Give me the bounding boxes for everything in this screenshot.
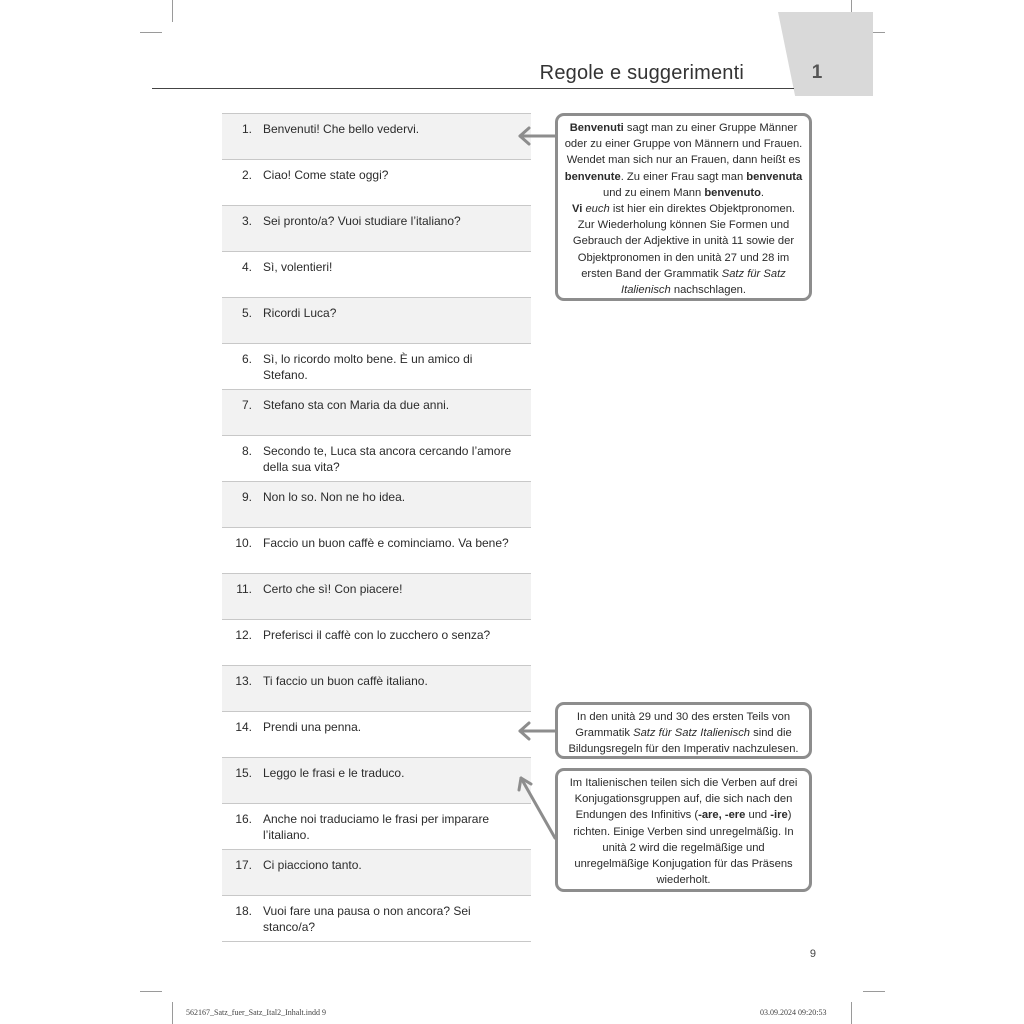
- note-text: Im Italienischen teilen sich die Verben auf drei Konjugationsgruppen auf, die sich nach den Endungen des Infinitivs (: [569, 777, 798, 822]
- sentence-row: [222, 435, 531, 481]
- sentence-number: 6.: [241, 352, 252, 366]
- sentence-text: Secondo te, Luca sta ancora cercando l’amore della sua vita?: [263, 444, 512, 474]
- sentence-number: 3.: [241, 214, 252, 228]
- chapter-number: 1: [811, 62, 823, 83]
- sentence-text: Leggo le frasi e le traduco.: [263, 766, 405, 780]
- sentence-text: Preferisci il caffè con lo zucchero o senza?: [263, 628, 491, 642]
- sentence-text: Ci piacciono tanto.: [263, 858, 362, 872]
- note-book-title: Satz für Satz Italienisch: [620, 267, 786, 297]
- sentence-row: [222, 665, 531, 711]
- sentence-number: 8.: [241, 444, 252, 458]
- sentence-text: Sei pronto/a? Vuoi studiare l’italiano?: [263, 214, 461, 228]
- sentence-number: 7.: [241, 398, 252, 412]
- sentence-row: [222, 757, 531, 803]
- note-text: In den unità 29 und 30 des ersten Teils von Grammatik: [575, 711, 791, 740]
- sentence-row: [222, 711, 531, 757]
- sentence-row: [222, 205, 531, 251]
- sentence-number: 10.: [235, 536, 252, 550]
- sentence-row: [222, 113, 531, 159]
- note-text: sagt man zu einer Gruppe Männer oder zu einer Gruppe von Männern und Frauen. Wendet man sich nur an Frauen, dann heißt es: [564, 122, 803, 167]
- sentence-text: Benvenuti! Che bello vedervi.: [263, 122, 420, 136]
- note-bold-term: benvenuta: [746, 170, 803, 183]
- note-text: ) richten. Einige Verben sind unregelmäßig. In unità 2 wird die regelmäßige und unregelmäßige Konjugation für das Präsens wiederholt.: [573, 809, 794, 887]
- note-bold-term: benvenuto: [704, 186, 761, 199]
- sentence-list: [222, 113, 531, 942]
- grammar-note-konjugation: [555, 768, 812, 892]
- sentence-number: 11.: [236, 582, 252, 596]
- crop-mark: [172, 1002, 173, 1024]
- sentence-number: 2.: [241, 168, 252, 182]
- sentence-row: [222, 803, 531, 849]
- note-italic-term: euch: [585, 203, 610, 216]
- sentence-row: [222, 481, 531, 527]
- sentence-number: 9.: [241, 490, 252, 504]
- grammar-note-benvenuti: [555, 113, 812, 301]
- note-book-title: Satz für Satz Italienisch: [633, 727, 751, 740]
- crop-mark: [863, 991, 885, 992]
- sentence-number: 12.: [235, 628, 252, 642]
- sentence-text: Prendi una penna.: [263, 720, 362, 734]
- note-bold-term: Vi: [571, 203, 583, 216]
- sentence-row: [222, 159, 531, 205]
- note-bold-term: benvenute: [564, 170, 621, 183]
- sentence-text: Ciao! Come state oggi?: [263, 168, 389, 182]
- crop-mark: [172, 0, 173, 22]
- sentence-number: 14.: [235, 720, 252, 734]
- sentence-row: [222, 251, 531, 297]
- crop-mark: [851, 1002, 852, 1024]
- sentence-text: Non lo so. Non ne ho idea.: [263, 490, 406, 504]
- note-text: ist hier ein direktes Objektpronomen. Zur Wiederholung können Sie Formen und Gebrauch der Adjektive in unità 11 sowie der Objektpronomen in den unità 27 und 28 im ersten Band der Grammatik: [572, 203, 796, 280]
- sentence-row: [222, 343, 531, 389]
- sentence-text: Faccio un buon caffè e cominciamo. Va bene?: [263, 536, 509, 550]
- note-text: sind die Bildungsregeln für den Imperativ nachzulesen.: [568, 727, 799, 756]
- note-text: und: [745, 809, 771, 822]
- note-text: und zu einem Mann: [602, 186, 705, 199]
- note-text: .: [760, 186, 765, 199]
- crop-mark: [140, 32, 162, 33]
- slug-timestamp: 03.09.2024 09:20:53: [760, 1008, 827, 1017]
- crop-mark: [140, 991, 162, 992]
- sentence-row: [222, 389, 531, 435]
- note-bold-term: -are, -ere: [698, 809, 746, 822]
- grammar-note-imperativ: [555, 702, 812, 759]
- sentence-number: 16.: [235, 812, 252, 826]
- sentence-number: 18.: [235, 904, 252, 918]
- sentence-row: [222, 573, 531, 619]
- sentence-number: 15.: [235, 766, 252, 780]
- sentence-text: Vuoi fare una pausa o non ancora? Sei stanco/a?: [263, 904, 471, 934]
- page-number: 9: [809, 948, 816, 960]
- sentence-text: Sì, volentieri!: [263, 260, 333, 274]
- sentence-row: [222, 849, 531, 895]
- sentence-text: Ti faccio un buon caffè italiano.: [263, 674, 428, 688]
- sentence-text: Anche noi traduciamo le frasi per imparare l’italiano.: [263, 812, 490, 842]
- sentence-text: Ricordi Luca?: [263, 306, 337, 320]
- note-bold-term: Benvenuti: [569, 122, 624, 134]
- sentence-row: [222, 527, 531, 573]
- sentence-text: Sì, lo ricordo molto bene. È un amico di Stefano.: [263, 352, 473, 382]
- page-title: Regole e suggerimenti: [539, 62, 744, 84]
- sentence-number: 17.: [235, 858, 252, 872]
- note-bold-term: -ire: [770, 809, 788, 822]
- sentence-number: 4.: [241, 260, 252, 274]
- sentence-row: [222, 297, 531, 343]
- note-text: nachschlagen.: [670, 284, 746, 297]
- sentence-number: 13.: [235, 674, 252, 688]
- sentence-row: [222, 895, 531, 942]
- sentence-text: Certo che sì! Con piacere!: [263, 582, 403, 596]
- sentence-number: 5.: [241, 306, 252, 320]
- sentence-row: [222, 619, 531, 665]
- sentence-text: Stefano sta con Maria da due anni.: [263, 398, 450, 412]
- title-rule: [152, 88, 794, 89]
- sentence-number: 1.: [241, 122, 252, 136]
- note-text: . Zu einer Frau sagt man: [620, 170, 747, 183]
- slug-filename: 562167_Satz_fuer_Satz_Ital2_Inhalt.indd 9: [186, 1008, 326, 1017]
